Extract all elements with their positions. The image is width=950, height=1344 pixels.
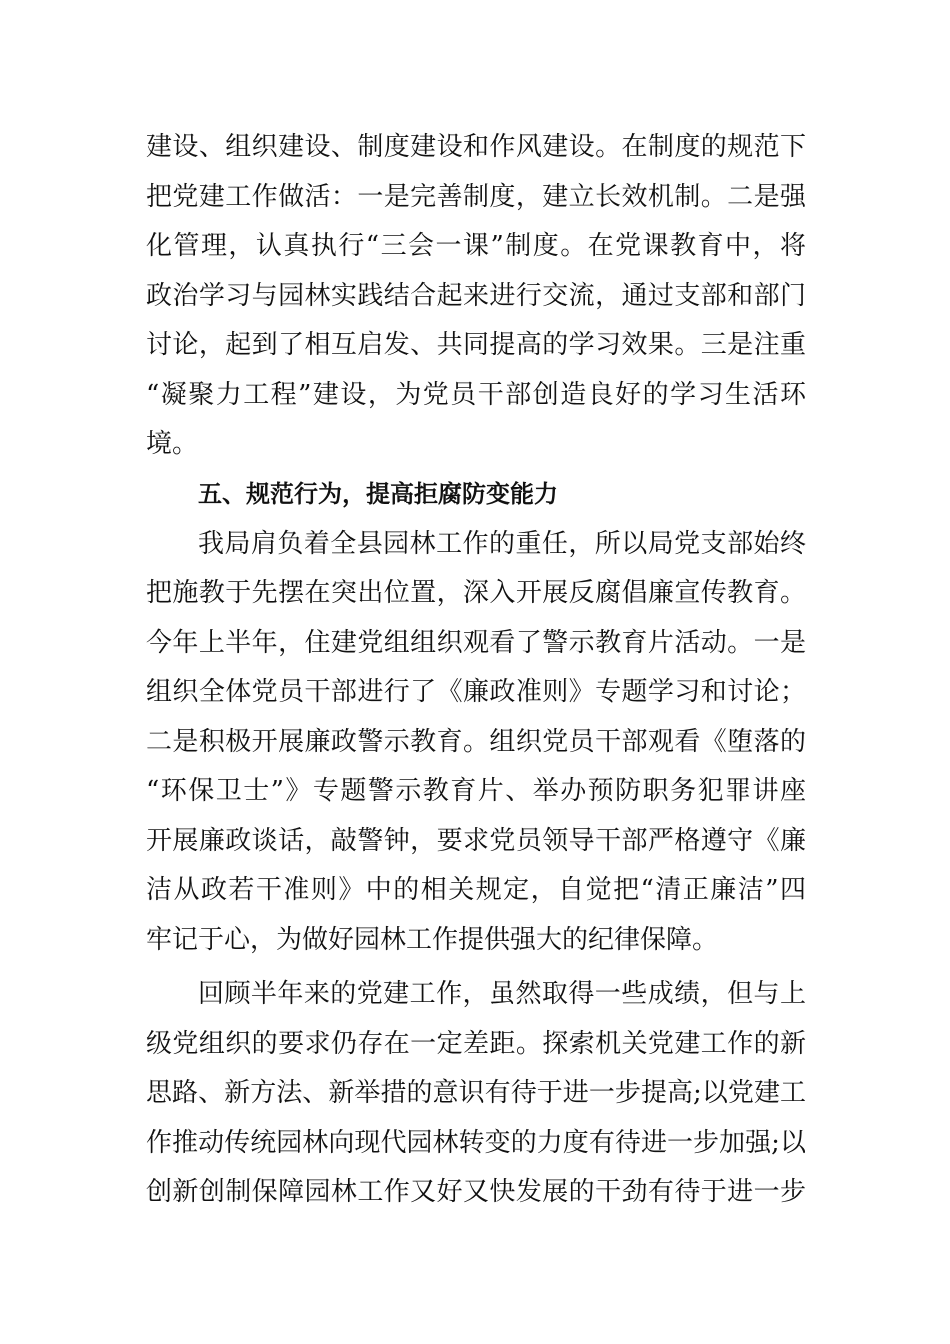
paragraph-1-line-6: “凝聚力工程”建设，为党员干部创造良好的学习生活环 [146,380,806,410]
paragraph-3-line-4: 作推动传统园林向现代园林转变的力度有待进一步加强;以 [146,1128,806,1158]
paragraph-1-line-2: 把党建工作做活：一是完善制度，建立长效机制。二是强 [146,182,806,212]
paragraph-2-line-9: 牢记于心，为做好园林工作提供强大的纪律保障。 [146,925,719,955]
paragraph-2-line-2: 把施教于先摆在突出位置，深入开展反腐倡廉宣传教育。 [146,578,806,608]
paragraph-1-line-1: 建设、组织建设、制度建设和作风建设。在制度的规范下 [146,132,806,162]
paragraph-2-line-6: “环保卫士”》专题警示教育片、举办预防职务犯罪讲座 [146,776,806,806]
paragraph-2-line-8: 洁从政若干准则》中的相关规定，自觉把“清正廉洁”四 [146,875,806,905]
paragraph-2-line-1: 我局肩负着全县园林工作的重任，所以局党支部始终 [198,529,806,559]
paragraph-1-line-5: 讨论，起到了相互启发、共同提高的学习效果。三是注重 [146,330,806,360]
paragraph-1-line-3: 化管理，认真执行“三会一课”制度。在党课教育中，将 [146,231,806,261]
paragraph-1-line-4: 政治学习与园林实践结合起来进行交流，通过支部和部门 [146,281,806,311]
paragraph-3-line-5: 创新创制保障园林工作又好又快发展的干劲有待于进一步 [146,1177,806,1207]
paragraph-3-line-2: 级党组织的要求仍存在一定差距。探索机关党建工作的新 [146,1029,806,1059]
section-heading: 五、规范行为，提高拒腐防变能力 [198,480,558,508]
paragraph-1-line-7: 境。 [146,429,199,459]
paragraph-2-line-3: 今年上半年，住建党组组织观看了警示教育片活动。一是 [146,628,806,658]
paragraph-3-line-1: 回顾半年来的党建工作，虽然取得一些成绩，但与上 [198,979,806,1009]
paragraph-3-line-3: 思路、新方法、新举措的意识有待于进一步提高;以党建工 [146,1078,806,1108]
paragraph-2-line-5: 二是积极开展廉政警示教育。组织党员干部观看《堕落的 [146,727,806,757]
paragraph-2-line-4: 组织全体党员干部进行了《廉政准则》专题学习和讨论； [146,677,806,707]
paragraph-2-line-7: 开展廉政谈话，敲警钟，要求党员领导干部严格遵守《廉 [146,826,806,856]
